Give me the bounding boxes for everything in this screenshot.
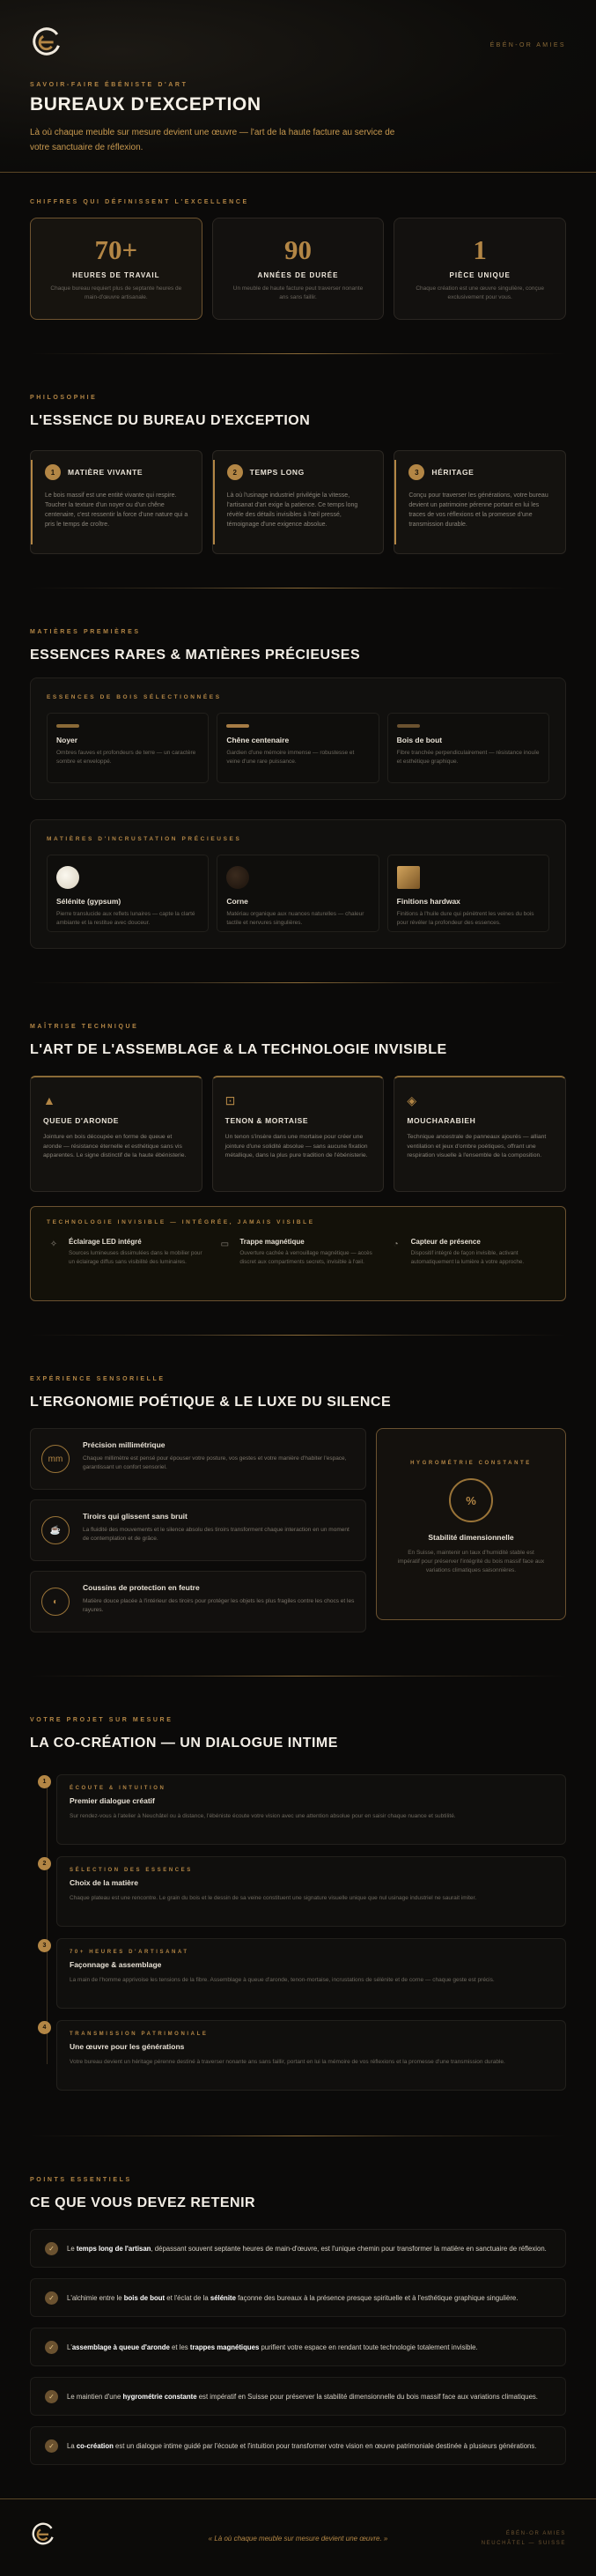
- section-title: LA CO-CRÉATION — UN DIALOGUE INTIME: [30, 1736, 338, 1751]
- takeaway-text: [67, 2393, 538, 2401]
- sensor-icon: ◔: [393, 1240, 399, 1249]
- takeaway-segment: et l'éclat de la: [165, 2293, 210, 2302]
- stats-kicker: CHIFFRES QUI DÉFINISSENT L'EXCELLENCE: [30, 199, 249, 205]
- stat-desc: Chaque bureau requiert plus de septante heures de main-d'œuvre artisanale.: [50, 285, 182, 300]
- wood-swatch: [56, 724, 79, 728]
- step-desc: Sur rendez-vous à l'atelier à Neuchâtel ou à distance, l'ébéniste écoute votre vision avec une attention absolue pour en saisir chaque nuance et subtilité.: [70, 1813, 456, 1819]
- card-title: TEMPS LONG: [249, 468, 305, 477]
- step-number-badge: 2: [38, 1857, 51, 1870]
- ergo-card-felt: [30, 1571, 366, 1632]
- woods-panel: [30, 677, 566, 800]
- takeaway-text: [67, 2245, 547, 2253]
- card-desc: Là où l'usinage industriel privilégie la vitesse, l'artisanat d'art exige la patience. Ce temps long révèle des détails invisibles à l'œil pressé, témoignage d'une exigence absolue.: [226, 492, 358, 529]
- section-kicker: VOTRE PROJET SUR MESURE: [30, 1717, 173, 1723]
- takeaway-item: [30, 2278, 566, 2317]
- footer-quote: « Là où chaque meuble sur mesure devient une œuvre. »: [208, 2535, 388, 2543]
- wood-title: Noyer: [56, 736, 78, 744]
- card-title: HÉRITAGE: [431, 468, 475, 477]
- section-title: ESSENCES RARES & MATIÈRES PRÉCIEUSES: [30, 648, 361, 663]
- takeaway-segment: est un dialogue intime guidé par l'écoute et l'intuition pour transformer votre vision en œuvre patrimoniale destinée à plusieurs générations.: [113, 2441, 537, 2450]
- wood-card-bois-de-bout: [387, 713, 549, 783]
- wood-card-chene: [217, 713, 379, 783]
- brand-logo-icon[interactable]: [30, 25, 63, 58]
- takeaway-item: [30, 2229, 566, 2268]
- check-icon: ✓: [45, 2291, 58, 2305]
- card-title: QUEUE D'ARONDE: [43, 1116, 119, 1125]
- footer-logo-icon[interactable]: [30, 2520, 56, 2547]
- inlay-card-selenite: [47, 855, 209, 932]
- section-kicker: EXPÉRIENCE SENSORIELLE: [30, 1376, 166, 1382]
- page-title: BUREAUX D'EXCEPTION: [30, 94, 261, 115]
- wood-swatch: [397, 724, 420, 728]
- card-title: MATIÈRE VIVANTE: [68, 468, 143, 477]
- tech-title: Éclairage LED intégré: [69, 1238, 142, 1246]
- takeaway-segment: purifient votre espace en rendant toute technologie totalement invisible.: [259, 2343, 478, 2351]
- card-number-badge: 1: [45, 464, 61, 480]
- step-title: Façonnage & assemblage: [70, 1960, 162, 1969]
- card-desc: Un tenon s'insère dans une mortaise pour créer une jointure d'une solidité absolue — sans aucune fixation métallique, dans la plus pure tradition de l'ébénisterie.: [224, 1134, 368, 1158]
- inlay-card-corne: [217, 855, 379, 932]
- stat-label: PIÈCE UNIQUE: [449, 271, 511, 279]
- takeaway-segment: et les: [169, 2343, 190, 2351]
- ergo-desc: Chaque millimètre est pensé pour épouser votre posture, vos gestes et votre manière d'habiter l'espace, garantissant un confort sensoriel.: [83, 1455, 347, 1470]
- stat-number: 90: [284, 234, 312, 265]
- materials-section: [0, 588, 596, 982]
- joinery-card-mortise: [212, 1076, 385, 1192]
- panel-kicker: MATIÈRES D'INCRUSTATION PRÉCIEUSES: [47, 836, 242, 842]
- takeaway-segment: L': [67, 2343, 72, 2351]
- stat-number: 70+: [94, 234, 138, 265]
- ergo-title: Tiroirs qui glissent sans bruit: [83, 1512, 188, 1521]
- takeaway-item: [30, 2426, 566, 2465]
- tech-title: Trappe magnétique: [239, 1238, 305, 1246]
- hero-kicker: SAVOIR-FAIRE ÉBÉNISTE D'ART: [30, 82, 188, 88]
- joinery-card-dovetail: [30, 1076, 202, 1192]
- stat-label: HEURES DE TRAVAIL: [72, 271, 160, 279]
- wood-swatch: [226, 724, 249, 728]
- takeaway-item: [30, 2377, 566, 2416]
- takeaway-emphasis: co-création: [76, 2441, 114, 2450]
- takeaway-emphasis: temps long de l'artisan: [76, 2244, 151, 2253]
- takeaway-item: [30, 2328, 566, 2366]
- inlay-desc: Pierre translucide aux reflets lunaires — capte la clarté ambiante et la restitue avec douceur.: [56, 911, 195, 926]
- takeaway-emphasis: sélénite: [210, 2293, 236, 2302]
- stat-number: 1: [473, 234, 487, 265]
- footer-location: NEUCHÂTEL — SUISSE: [481, 2541, 566, 2546]
- nav-brand-link[interactable]: ÉBÉN-OR AMIES: [489, 42, 566, 48]
- section-kicker: PHILOSOPHIE: [30, 395, 98, 401]
- wood-desc: Fibre tranchée perpendiculairement — résistance inouïe et esthétique graphique.: [396, 750, 540, 765]
- section-title: CE QUE VOUS DEVEZ RETENIR: [30, 2195, 256, 2210]
- footer: [0, 2498, 596, 2576]
- wood-title: Bois de bout: [396, 736, 443, 744]
- wood-card-noyer: [47, 713, 209, 783]
- card-desc: Jointure en bois découpée en forme de queue et aronde — résistance éternelle et esthétique sans vis apparentes. Le signe distinctif de la haute ébénisterie.: [43, 1134, 187, 1158]
- takeaway-segment: Le maintien d'une: [67, 2392, 123, 2401]
- step-desc: Chaque plateau est une rencontre. Le grain du bois et le dessin de sa veine constituent une signature visuelle unique que nul usinage industriel ne saurait imiter.: [70, 1895, 477, 1901]
- hardwax-swatch: [397, 866, 420, 889]
- check-icon: ✓: [45, 2439, 58, 2453]
- takeaway-emphasis: trappes magnétiques: [189, 2343, 260, 2351]
- joinery-card-moucharabieh: [394, 1076, 566, 1192]
- tech-desc: Dispositif intégré de façon invisible, activant automatiquement la lumière à votre approche.: [410, 1250, 525, 1265]
- timeline-step: [42, 2020, 566, 2091]
- stat-desc: Un meuble de haute facture peut traverser nonante ans sans faillir.: [232, 285, 364, 300]
- shield-icon: ◐: [41, 1588, 70, 1616]
- hygro-title: Stabilité dimensionnelle: [428, 1533, 514, 1542]
- inlay-desc: Finitions à l'huile dure qui pénètrent les veines du bois pour révéler la profondeur des essences.: [396, 911, 534, 926]
- tech-item-sensor: [389, 1238, 549, 1266]
- tech-desc: Ouverture cachée à verrouillage magnétique — accès discret aux compartiments secrets, invisible à l'œil.: [239, 1250, 372, 1265]
- ruler-icon: mm: [41, 1445, 70, 1473]
- ergo-desc: Matière douce placée à l'intérieur des tiroirs pour protéger les objets les plus fragiles contre les chocs et les rayures.: [83, 1598, 355, 1613]
- wood-desc: Gardien d'une mémoire immense — robustesse et veine d'une rare puissance.: [226, 750, 355, 765]
- step-desc: La main de l'homme apprivoise les tensions de la fibre. Assemblage à queue d'aronde, tenon-mortaise, incrustations de sélénite et de corne — chaque geste est précis.: [70, 1977, 495, 1983]
- section-kicker: POINTS ESSENTIELS: [30, 2177, 132, 2183]
- step-number-badge: 4: [38, 2021, 51, 2034]
- step-desc: Votre bureau devient un héritage pérenne destiné à traverser nonante ans sans faillir, portant en lui la mémoire de vos réflexions et la promesse d'une transmission durable.: [70, 2059, 505, 2065]
- mortise-icon: ⊡: [224, 1093, 236, 1107]
- takeaway-segment: L'alchimie entre le: [67, 2293, 124, 2302]
- timeline-step: [42, 1856, 566, 1927]
- step-title: Choix de la matière: [70, 1878, 138, 1887]
- light-icon: ✧: [49, 1240, 58, 1249]
- takeaway-segment: façonne des bureaux à la présence presque spirituelle et à l'esthétique graphique singulière.: [235, 2293, 519, 2302]
- section-kicker: MATIÈRES PREMIÈRES: [30, 629, 141, 635]
- step-number-badge: 1: [38, 1775, 51, 1788]
- step-kicker: TRANSMISSION PATRIMONIALE: [70, 2032, 209, 2037]
- tech-title: Capteur de présence: [410, 1238, 481, 1246]
- philosophy-card: [394, 450, 566, 554]
- stat-card-unique: [394, 218, 566, 320]
- inlay-desc: Matériau organique aux nuances naturelles — chaleur tactile et nervures singulières.: [226, 911, 364, 926]
- check-icon: ✓: [45, 2390, 58, 2403]
- timeline-step: [42, 1938, 566, 2009]
- check-icon: ✓: [45, 2242, 58, 2255]
- takeaway-text: [67, 2294, 518, 2302]
- inlay-title: Corne: [226, 897, 248, 906]
- takeaway-emphasis: assemblage à queue d'aronde: [71, 2343, 170, 2351]
- stat-desc: Chaque création est une œuvre singulière, conçue exclusivement pour vous.: [416, 285, 544, 300]
- hygro-desc: En Suisse, maintenir un taux d'humidité stable est impératif pour préserver l'intégrité du bois massif face aux variations climatiques saisonnières.: [397, 1550, 545, 1573]
- hero: [0, 0, 596, 173]
- section-title: L'ERGONOMIE POÉTIQUE & LE LUXE DU SILENCE: [30, 1395, 392, 1410]
- tech-item-magnetic: [217, 1238, 378, 1266]
- footer-brand: [482, 2529, 566, 2549]
- drawer-icon: ☕: [41, 1516, 70, 1544]
- ergo-desc: La fluidité des mouvements et le silence absolu des tiroirs transforment chaque interaction en un moment de contemplation et de grâce.: [83, 1527, 350, 1542]
- check-icon: ✓: [45, 2341, 58, 2354]
- wood-desc: Ombres fauves et profondeurs de terre — un caractère sombre et enveloppé.: [56, 750, 196, 765]
- wood-title: Chêne centenaire: [226, 736, 290, 744]
- selenite-swatch: [56, 866, 79, 889]
- lattice-icon: ◈: [407, 1093, 417, 1107]
- card-desc: Technique ancestrale de panneaux ajourés — alliant ventilation et jeux d'ombre poétiques, offrant une respiration visuelle à l'ensemble de la composition.: [407, 1134, 547, 1158]
- card-number-badge: 3: [408, 464, 424, 480]
- inlays-panel: [30, 819, 566, 949]
- stat-card-years: [212, 218, 385, 320]
- tech-item-led: [47, 1238, 207, 1266]
- footer-brand-name: ÉBÉN-OR AMIES: [505, 2531, 566, 2536]
- invisible-tech-panel: [30, 1206, 566, 1301]
- inlay-title: Sélénite (gypsum): [56, 897, 121, 906]
- inlay-title: Finitions hardwax: [396, 897, 460, 906]
- step-kicker: SÉLECTION DES ESSENCES: [70, 1868, 193, 1873]
- cocreation-section: [0, 1677, 596, 2136]
- takeaway-segment: , dépassant souvent septante heures de main-d'œuvre, est l'unique chemin pour transformer la matière en sanctuaire de réflexion.: [151, 2244, 547, 2253]
- inlay-card-hardwax: [387, 855, 549, 932]
- hygro-kicker: HYGROMÉTRIE CONSTANTE: [410, 1461, 532, 1466]
- ergo-title: Précision millimétrique: [83, 1440, 166, 1449]
- takeaway-segment: Le: [67, 2244, 77, 2253]
- section-kicker: MAÎTRISE TECHNIQUE: [30, 1024, 139, 1030]
- panel-kicker: ESSENCES DE BOIS SÉLECTIONNÉES: [47, 694, 222, 700]
- philosophy-card: [212, 450, 385, 554]
- hero-subtitle: Là où chaque meuble sur mesure devient une œuvre — l'art de la haute facture au service de votre sanctuaire de réflexion.: [30, 128, 395, 152]
- timeline-step: [42, 1774, 566, 1845]
- step-kicker: 70+ HEURES D'ARTISANAT: [70, 1950, 189, 1955]
- card-desc: Conçu pour traverser les générations, votre bureau devient un patrimoine pérenne portant en lui les traces de vos réflexions et la promesse d'une transmission durable.: [408, 492, 548, 529]
- step-title: Une œuvre pour les générations: [70, 2042, 185, 2051]
- stats-section: [0, 173, 596, 353]
- hygrometry-card: [376, 1428, 566, 1620]
- takeaway-text: [67, 2343, 478, 2351]
- step-kicker: ÉCOUTE & INTUITION: [70, 1786, 166, 1791]
- step-title: Premier dialogue créatif: [70, 1796, 155, 1805]
- horn-swatch: [226, 866, 249, 889]
- takeaways-section: [0, 2136, 596, 2498]
- ergo-title: Coussins de protection en feutre: [83, 1583, 200, 1592]
- card-number-badge: 2: [227, 464, 243, 480]
- philosophy-section: [0, 354, 596, 588]
- takeaway-emphasis: bois de bout: [123, 2293, 166, 2302]
- card-title: MOUCHARABIEH: [407, 1116, 476, 1125]
- takeaway-emphasis: hygrométrie constante: [122, 2392, 197, 2401]
- stat-label: ANNÉES DE DURÉE: [257, 271, 339, 279]
- hatch-icon: ▭: [220, 1240, 230, 1249]
- ergo-card-drawers: [30, 1499, 366, 1561]
- takeaway-text: [67, 2442, 536, 2450]
- takeaway-segment: La: [67, 2441, 77, 2450]
- card-title: TENON & MORTAISE: [224, 1116, 309, 1125]
- step-number-badge: 3: [38, 1939, 51, 1952]
- card-desc: Le bois massif est une entité vivante qui respire. Toucher la texture d'un noyer ou d'un chêne centenaire, c'est ressentir la force d'une nature qui a pris le temps de croître.: [45, 492, 188, 529]
- takeaway-segment: est impératif en Suisse pour préserver la stabilité dimensionnelle du bois massif face aux variations climatiques.: [196, 2392, 538, 2401]
- dovetail-icon: ▲: [43, 1093, 55, 1107]
- percent-icon: %: [449, 1478, 493, 1522]
- stat-card-hours: [30, 218, 202, 320]
- timeline: [30, 1774, 566, 2091]
- section-title: L'ESSENCE DU BUREAU D'EXCEPTION: [30, 413, 311, 428]
- ergo-card-precision: [30, 1428, 366, 1490]
- tech-desc: Sources lumineuses dissimulées dans le mobilier pour un éclairage diffus sans visibilité des luminaires.: [69, 1250, 202, 1265]
- panel-kicker: TECHNOLOGIE INVISIBLE — INTÉGRÉE, JAMAIS VISIBLE: [47, 1219, 315, 1225]
- craft-section: [0, 983, 596, 1335]
- philosophy-card: [30, 450, 202, 554]
- section-title: L'ART DE L'ASSEMBLAGE & LA TECHNOLOGIE INVISIBLE: [30, 1042, 447, 1057]
- ergonomics-section: [0, 1336, 596, 1676]
